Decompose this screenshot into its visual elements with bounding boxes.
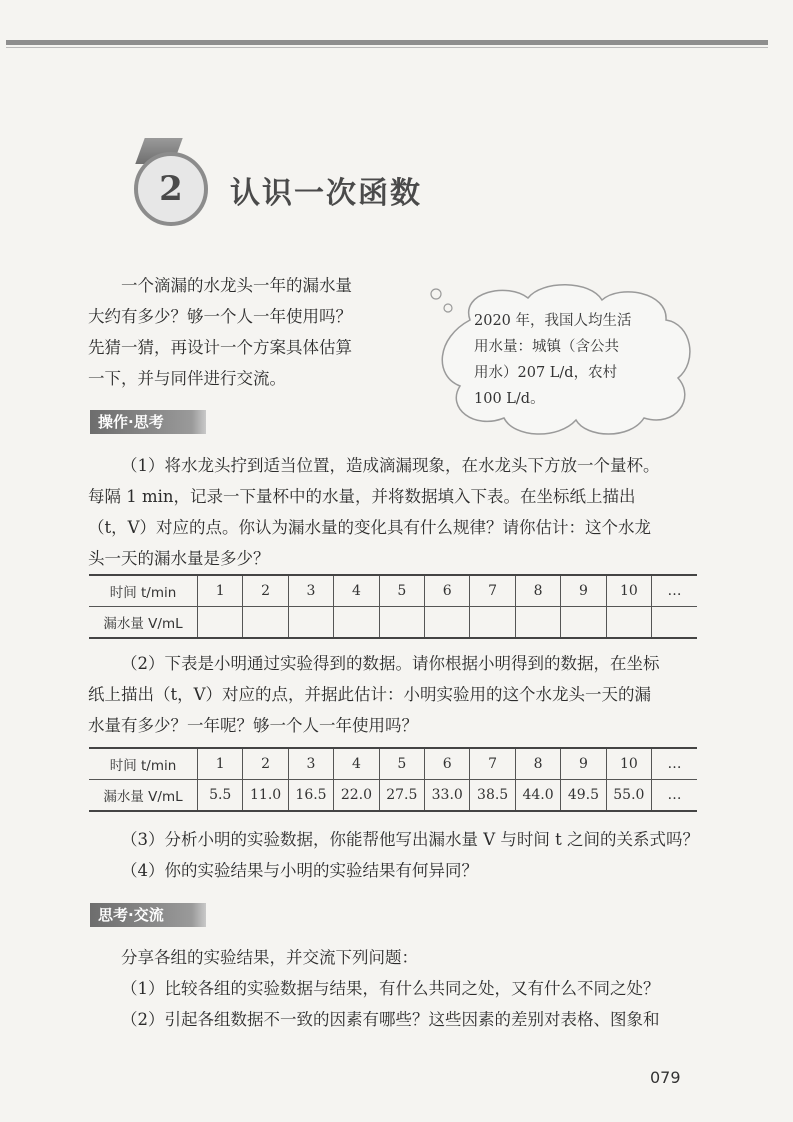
table-cell: 55.0 [606,780,651,812]
cloud-text [474,308,664,412]
label-operate-think: 操作·思考 [90,410,192,434]
table-cell-empty [515,607,560,639]
table-row [89,575,697,607]
table-cell-empty [425,607,470,639]
table-cell: 4 [334,575,379,607]
question-1-line: 头一天的漏水量是多少？ [88,549,270,568]
cloud-line: 用水量：城镇（含公共 [474,339,619,355]
table-cell: 33.0 [425,780,470,812]
question-1 [88,450,700,574]
top-rule-thin [6,47,768,48]
table-cell: 6 [425,575,470,607]
table-cell: 22.0 [334,780,379,812]
questions-3-4 [88,824,700,886]
question-2 [88,648,700,741]
table-cell-empty [470,607,515,639]
table-header: 漏水量 V/mL [89,780,198,812]
table-cell: 10 [606,748,651,780]
table-cell-empty [198,607,243,639]
table-row [89,607,697,639]
question-1-line: 每隔 1 min，记录一下量杯中的水量，并将数据填入下表。在坐标纸上描出 [88,487,636,506]
table-experiment [89,574,697,639]
table-cell: 1 [198,748,243,780]
question-2-line: 水量有多少？一年呢？够一个人一年使用吗？ [88,716,418,735]
table-cell: 10 [606,575,651,607]
table-cell: … [652,780,697,812]
table-row [89,780,697,812]
page-number: 079 [650,1068,681,1087]
intro-line: 一下，并与同伴进行交流。 [88,369,286,388]
question-3: （3）分析小明的实验数据，你能帮他写出漏水量 V 与时间 t 之间的关系式吗？ [121,830,700,849]
table-cell: 8 [515,575,560,607]
table-cell: 3 [288,748,333,780]
table-cell: 7 [470,748,515,780]
table-cell: 7 [470,575,515,607]
table-cell: 16.5 [288,780,333,812]
table-cell: … [652,748,697,780]
intro-line: 大约有多少？够一个人一年使用吗？ [88,307,352,326]
table-cell: 5 [379,575,424,607]
table-cell: … [652,575,697,607]
table-cell-empty [652,607,697,639]
question-1-line: （1）将水龙头拧到适当位置，造成滴漏现象，在水龙头下方放一个量杯。 [121,456,660,475]
info-cloud [430,280,702,440]
table-cell-empty [334,607,379,639]
table-cell-empty [243,607,288,639]
table-header: 时间 t/min [89,575,198,607]
table-cell-empty [561,607,606,639]
table-cell: 8 [515,748,560,780]
table-cell: 3 [288,575,333,607]
table-cell-empty [606,607,651,639]
discussion-line: 分享各组的实验结果，并交流下列问题： [121,948,418,967]
table-cell: 11.0 [243,780,288,812]
table-xiaoming [89,747,697,812]
table-cell: 49.5 [561,780,606,812]
table-cell: 2 [243,575,288,607]
section-title: 认识一次函数 [230,176,422,211]
discussion [88,942,700,1035]
table-header: 时间 t/min [89,748,198,780]
cloud-line: 2020 年，我国人均生活 [474,313,632,329]
intro-line: 先猜一猜，再设计一个方案具体估算 [88,338,352,357]
question-1-line: （t，V）对应的点。你认为漏水量的变化具有什么规律？请你估计：这个水龙 [88,518,652,537]
table-cell: 1 [198,575,243,607]
table-cell: 9 [561,575,606,607]
discussion-line: （2）引起各组数据不一致的因素有哪些？这些因素的差别对表格、图象和 [121,1010,660,1029]
table-row [89,748,697,780]
section-number: 2 [159,169,183,209]
top-rule [6,40,768,45]
discussion-line: （1）比较各组的实验数据与结果，有什么共同之处，又有什么不同之处？ [121,979,660,998]
section-number-badge [134,152,208,226]
table-cell: 6 [425,748,470,780]
intro-line: 一个滴漏的水龙头一年的漏水量 [121,276,352,295]
table-cell: 2 [243,748,288,780]
table-cell: 38.5 [470,780,515,812]
table-header: 漏水量 V/mL [89,607,198,639]
table-cell: 5 [379,748,424,780]
cloud-line: 用水）207 L/d，农村 [474,365,618,381]
table-cell: 44.0 [515,780,560,812]
label-think-discuss: 思考·交流 [90,903,192,927]
table-cell: 5.5 [198,780,243,812]
table-cell: 27.5 [379,780,424,812]
cloud-line: 100 L/d。 [474,391,545,407]
table-cell: 9 [561,748,606,780]
table-cell: 4 [334,748,379,780]
question-4: （4）你的实验结果与小明的实验结果有何异同？ [121,861,478,880]
table-cell-empty [379,607,424,639]
question-2-line: （2）下表是小明通过实验得到的数据。请你根据小明得到的数据，在坐标 [121,654,660,673]
table-cell-empty [288,607,333,639]
question-2-line: 纸上描出（t，V）对应的点，并据此估计：小明实验用的这个水龙头一天的漏 [88,685,652,704]
intro-paragraph [88,270,406,394]
